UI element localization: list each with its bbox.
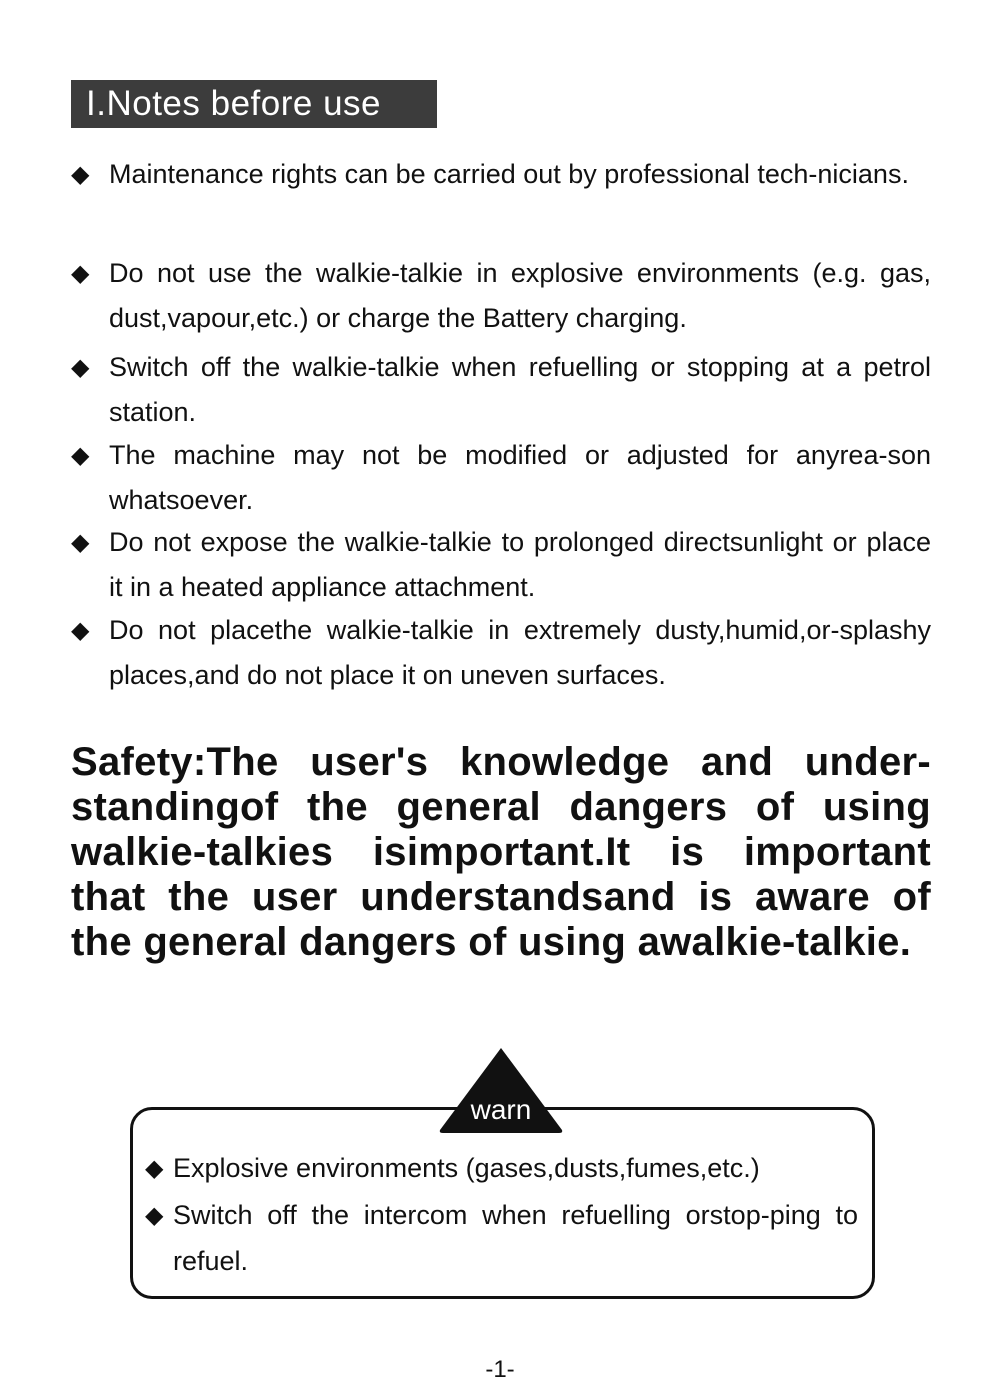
note-item [71,608,931,698]
section-title: I.Notes before use [71,80,437,128]
note-text: Do not expose the walkie-talkie to prolonged directsunlight or place it in a heated appliance attachment. [109,527,931,602]
diamond-bullet-icon: ◆ [71,528,90,556]
note-text: Switch off the walkie-talkie when refuelling or stopping at a petrol station. [109,352,931,427]
note-text: The machine may not be modified or adjusted for anyrea-son whatsoever. [109,440,931,515]
warning-item [145,1145,858,1191]
safety-statement: Safety:The user's knowledge and under-standingof the general dangers of using walkie-talkies isimportant.It is important that the user understandsand is aware of the general dangers of using awalkie-talkie. [71,740,931,964]
note-item [71,520,931,610]
note-item [71,251,931,341]
warning-badge [438,1046,564,1134]
diamond-bullet-icon: ◆ [71,441,90,469]
diamond-bullet-icon: ◆ [71,160,90,188]
diamond-bullet-icon: ◆ [71,353,90,381]
diamond-bullet-icon: ◆ [145,1201,164,1229]
warning-label: warn [470,1094,532,1125]
diamond-bullet-icon: ◆ [145,1154,164,1182]
diamond-bullet-icon: ◆ [71,616,90,644]
note-item [71,345,931,435]
page-number: -1- [485,1356,515,1383]
note-text: Do not placethe walkie-talkie in extremely dusty,humid,or-splashy places,and do not place it on uneven surfaces. [109,615,931,690]
warning-text: Switch off the intercom when refuelling orstop-ping to refuel. [173,1200,858,1276]
note-item [71,152,931,197]
warning-text: Explosive environments (gases,dusts,fumes,etc.) [173,1153,760,1183]
note-item [71,433,931,523]
diamond-bullet-icon: ◆ [71,259,90,287]
note-text: Maintenance rights can be carried out by professional tech-nicians. [109,159,909,189]
note-text: Do not use the walkie-talkie in explosive environments (e.g. gas, dust,vapour,etc.) or charge the Battery charging. [109,258,931,333]
warning-item [145,1192,858,1284]
